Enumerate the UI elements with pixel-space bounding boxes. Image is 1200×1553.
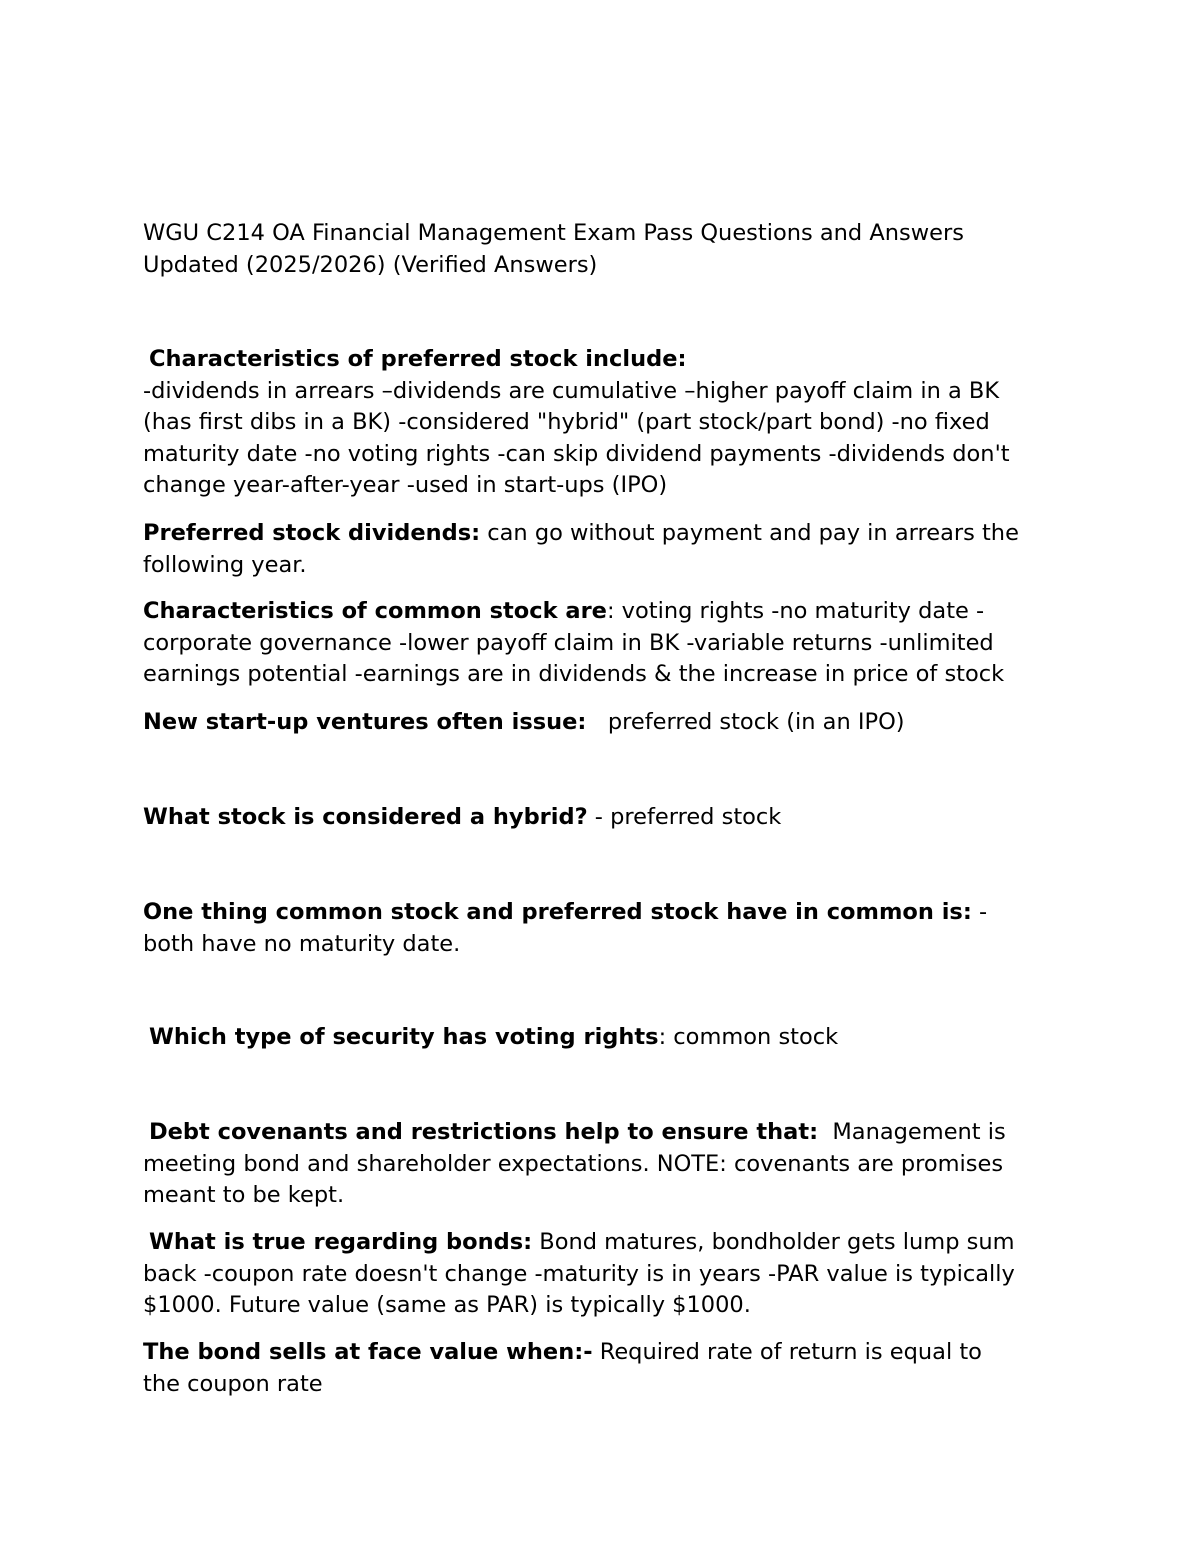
answer-text: Bond matures, bondholder gets lump sum (532, 1229, 1015, 1255)
answer-line: meant to be kept. (143, 1182, 345, 1209)
title-line-1: WGU C214 OA Financial Management Exam Pass Questions and Answers (143, 220, 964, 246)
question-text: Characteristics of preferred stock include: (149, 346, 687, 372)
qa-entry-common-in-both (143, 897, 1073, 960)
answer-line: -dividends in arrears –dividends are cumulative –higher payoff claim in a BK (143, 377, 1000, 404)
answer-line: (has first dibs in a BK) -considered "hybrid" (part stock/part bond) -no fixed (143, 409, 990, 436)
qa-entry-voting-rights (143, 1022, 1073, 1054)
qa-entry-common-characteristics (143, 596, 1073, 691)
qa-entry-bonds-true (143, 1227, 1073, 1322)
document-title (143, 218, 1073, 281)
answer-text: : common stock (658, 1024, 839, 1050)
question-text: What is true regarding bonds: (149, 1229, 533, 1255)
answer-text: Required rate of return is equal to (592, 1339, 982, 1365)
answer-line: earnings potential -earnings are in dividends & the increase in price of stock (143, 661, 1005, 688)
question-text: What stock is considered a hybrid? (143, 804, 588, 830)
answer-line: back -coupon rate doesn't change -maturity is in years -PAR value is typically (143, 1260, 1015, 1287)
answer-text: - (971, 899, 988, 925)
qa-entry-preferred-characteristics (143, 344, 1073, 502)
question-text: One thing common stock and preferred stock have in common is: (143, 899, 972, 925)
answer-line: following year. (143, 551, 307, 578)
answer-line: both have no maturity date. (143, 930, 461, 957)
title-line-2: Updated (2025/2026) (Verified Answers) (143, 251, 598, 278)
question-text: The bond sells at face value when:- (143, 1339, 593, 1365)
answer-text: preferred stock (in an IPO) (586, 709, 905, 735)
answer-text: can go without payment and pay in arrears the (480, 520, 1019, 546)
question-text: New start-up ventures often issue: (143, 709, 587, 735)
question-text: Preferred stock dividends: (143, 520, 481, 546)
answer-line: $1000. Future value (same as PAR) is typically $1000. (143, 1292, 751, 1319)
answer-line: maturity date -no voting rights -can skip dividend payments -dividends don't (143, 440, 1010, 467)
answer-line: corporate governance -lower payoff claim in BK -variable returns -unlimited (143, 629, 994, 656)
answer-line: the coupon rate (143, 1370, 323, 1397)
answer-text: : voting rights -no maturity date - (606, 598, 985, 624)
qa-entry-face-value (143, 1337, 1073, 1400)
answer-text: Management is (818, 1119, 1006, 1145)
qa-entry-preferred-dividends (143, 518, 1073, 581)
answer-text: - preferred stock (587, 804, 782, 830)
question-text: Debt covenants and restrictions help to ensure that: (149, 1119, 819, 1145)
qa-entry-hybrid-stock (143, 802, 1073, 834)
qa-entry-debt-covenants (143, 1117, 1073, 1212)
answer-line: change year-after-year -used in start-ups (IPO) (143, 472, 668, 499)
answer-line: meeting bond and shareholder expectations. NOTE: covenants are promises (143, 1150, 1004, 1177)
qa-entry-startup-issue (143, 707, 1073, 739)
question-text: Which type of security has voting rights (149, 1024, 659, 1050)
question-text: Characteristics of common stock are (143, 598, 607, 624)
